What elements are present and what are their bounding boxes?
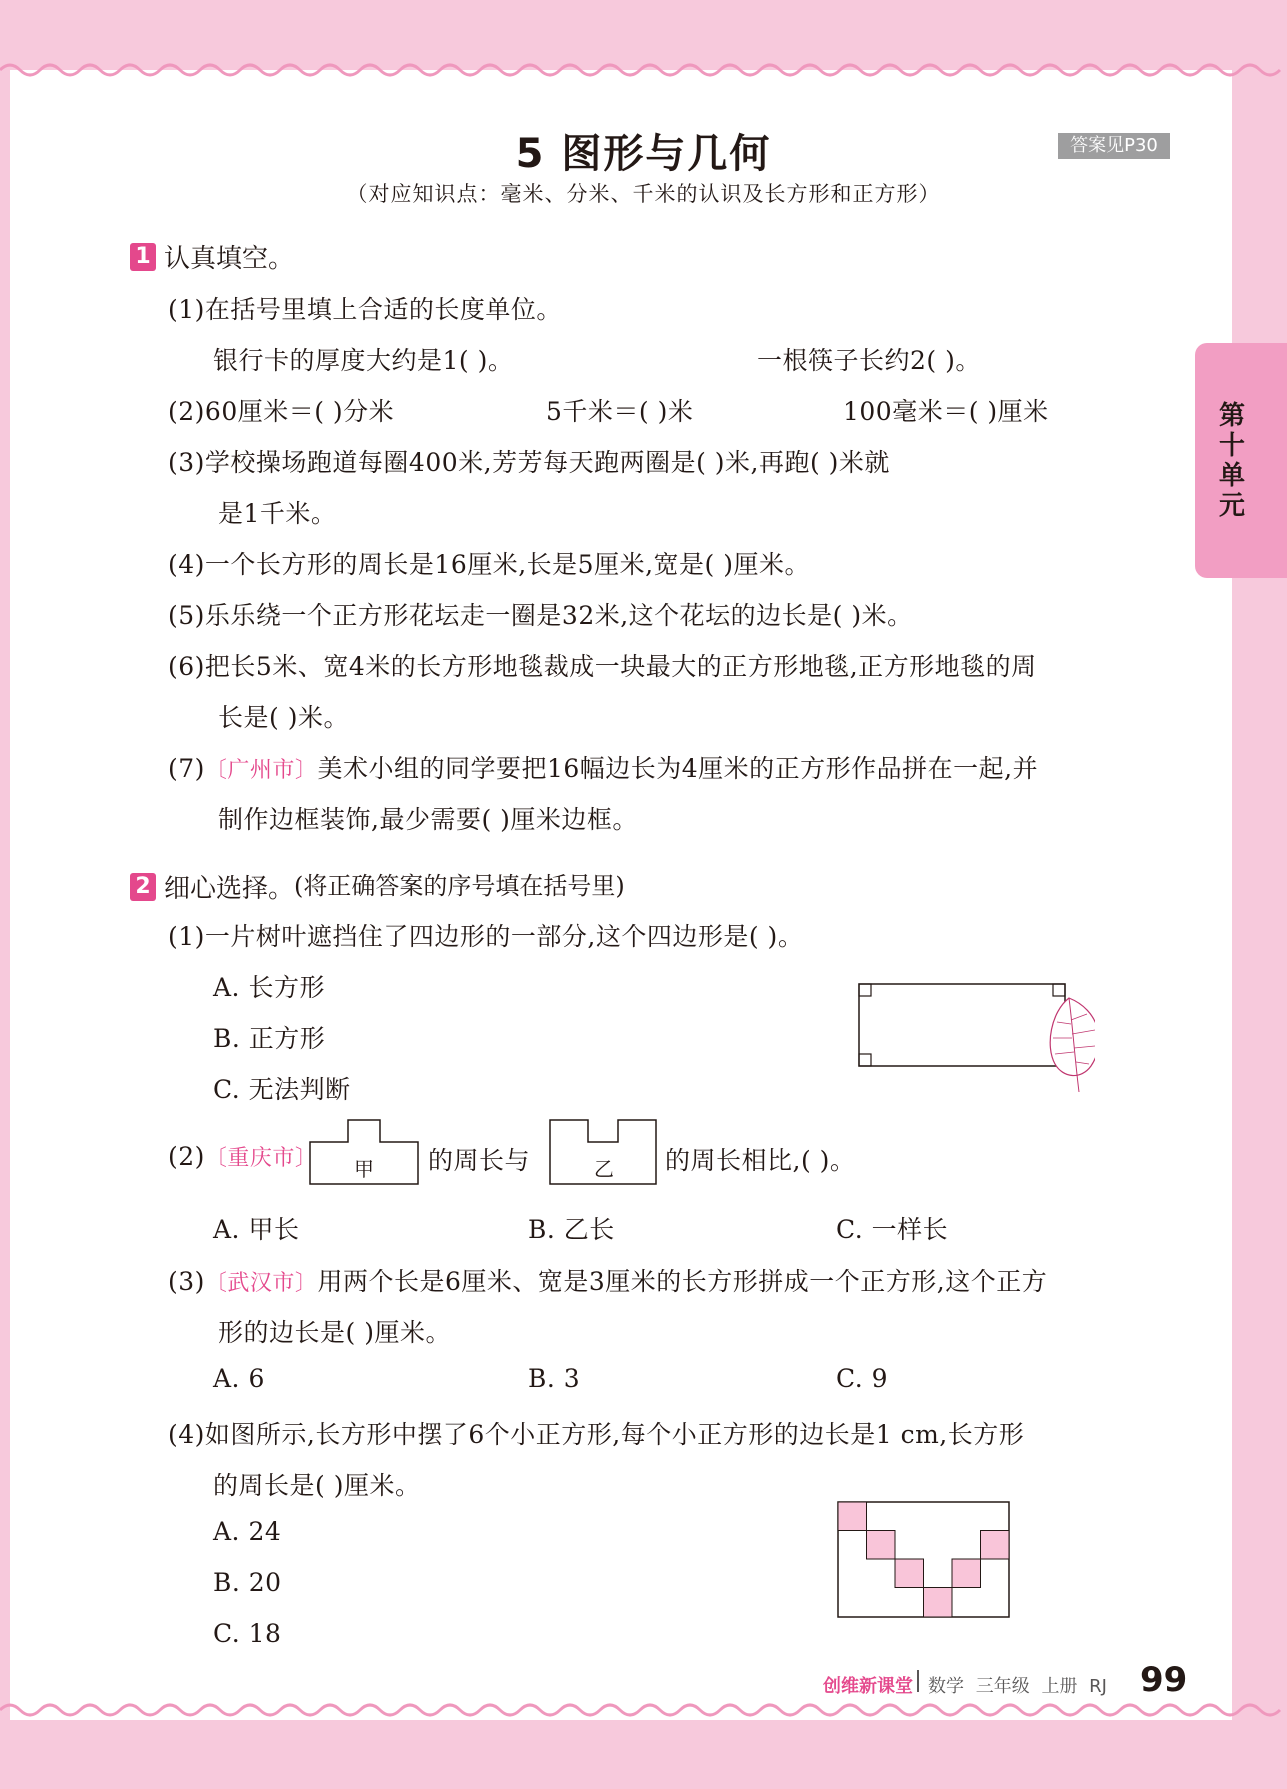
q1-1b: 一根筷子长约2( )。 <box>757 346 981 375</box>
region-tag-chongqing: 〔重庆市〕 <box>204 1146 318 1171</box>
leaf-rectangle-figure <box>855 980 1095 1100</box>
q2-3-option-b: B. 3 <box>528 1364 581 1393</box>
small-square-2 <box>867 1531 896 1560</box>
q2-3-line1 <box>168 1262 1047 1298</box>
q2-2-option-a: A. 甲长 <box>213 1215 300 1244</box>
q2-2-end: 的周长相比,( )。 <box>665 1146 856 1175</box>
q1-5: (5)乐乐绕一个正方形花坛走一圈是32米,这个花坛的边长是( )米。 <box>168 601 913 630</box>
leaf-icon <box>1050 998 1095 1092</box>
q1-2a: (2)60厘米＝( )分米 <box>168 397 395 426</box>
unit-tab-label: 第十单元 <box>1218 401 1245 521</box>
section-2-note: (将正确答案的序号填在括号里) <box>294 872 625 900</box>
q1-3-line1: (3)学校操场跑道每圈400米,芳芳每天跑两圈是( )米,再跑( )米就 <box>168 448 890 477</box>
page-title: 5 图形与几何 <box>515 131 772 177</box>
shape-jia-label: 甲 <box>354 1157 374 1181</box>
q1-3-line2: 是1千米。 <box>218 499 337 528</box>
region-tag-wuhan: 〔武汉市〕 <box>204 1271 318 1296</box>
q1-4: (4)一个长方形的周长是16厘米,长是5厘米,宽是( )厘米。 <box>168 550 810 579</box>
small-square-4 <box>924 1588 953 1618</box>
q2-4-option-c: C. 18 <box>213 1619 282 1648</box>
q2-3-option-a: A. 6 <box>213 1364 265 1393</box>
q1-7-text: 美术小组的同学要把16幅边长为4厘米的正方形作品拼在一起,并 <box>317 754 1039 783</box>
footer-book-info: 数学 三年级 上册 RJ <box>928 1676 1107 1697</box>
shape-yi-label: 乙 <box>594 1157 614 1181</box>
top-wavy-border <box>0 60 1287 80</box>
q2-2-prefix: (2) <box>168 1142 205 1171</box>
q2-1-option-b: B. 正方形 <box>213 1024 326 1053</box>
shape-yi-figure <box>548 1118 660 1188</box>
section-1-number: 1 <box>130 243 156 271</box>
section-1-title: 认真填空。 <box>164 244 295 274</box>
section-2-title: 细心选择。 <box>164 874 295 904</box>
q2-3-text: 用两个长是6厘米、宽是3厘米的长方形拼成一个正方形,这个正方 <box>317 1267 1048 1296</box>
q2-2-mid: 的周长与 <box>428 1146 531 1175</box>
q1-2b: 5千米＝( )米 <box>546 397 694 426</box>
page-number: 99 <box>1140 1660 1188 1700</box>
q2-1-stem: (1)一片树叶遮挡住了四边形的一部分,这个四边形是( )。 <box>168 922 804 951</box>
footer-brand: 创维新课堂 <box>823 1676 913 1697</box>
small-square-6 <box>981 1531 1010 1560</box>
q2-1-option-c: C. 无法判断 <box>213 1075 351 1104</box>
knowledge-points-subtitle: （对应知识点：毫米、分米、千米的认识及长方形和正方形） <box>346 182 941 206</box>
small-square-1 <box>838 1502 867 1531</box>
q1-7-line1 <box>168 749 1038 785</box>
small-square-5 <box>952 1559 981 1588</box>
bottom-wavy-border <box>0 1700 1287 1720</box>
section-1-heading <box>130 238 294 275</box>
q2-2-option-b: B. 乙长 <box>528 1215 615 1244</box>
q2-3-prefix: (3) <box>168 1267 205 1296</box>
q1-2c: 100毫米＝( )厘米 <box>843 397 1049 426</box>
unit-tab <box>1195 343 1287 578</box>
small-square-3 <box>895 1559 924 1588</box>
answer-reference-badge: 答案见P30 <box>1058 133 1170 159</box>
q2-1-option-a: A. 长方形 <box>213 973 325 1002</box>
region-tag-guangzhou: 〔广州市〕 <box>204 758 318 783</box>
q2-3-option-c: C. 9 <box>836 1364 889 1393</box>
q1-6-line2: 长是( )米。 <box>218 703 349 732</box>
q1-1a: 银行卡的厚度大约是1( )。 <box>213 346 514 375</box>
q2-4-option-b: B. 20 <box>213 1568 282 1597</box>
q1-7-prefix: (7) <box>168 754 205 783</box>
q2-3-line2: 形的边长是( )厘米。 <box>218 1318 451 1347</box>
q1-1-stem: (1)在括号里填上合适的长度单位。 <box>168 295 562 324</box>
rectangle-with-squares-figure <box>836 1500 1012 1622</box>
q1-7-line2: 制作边框装饰,最少需要( )厘米边框。 <box>218 805 638 834</box>
q2-2-line <box>168 1141 317 1172</box>
section-2-heading <box>130 866 625 905</box>
q2-4-option-a: A. 24 <box>213 1517 282 1546</box>
q2-2-option-c: C. 一样长 <box>836 1215 949 1244</box>
footer-divider <box>917 1670 919 1692</box>
q2-4-line1: (4)如图所示,长方形中摆了6个小正方形,每个小正方形的边长是1 cm,长方形 <box>168 1420 1025 1449</box>
shape-jia-figure <box>308 1118 422 1188</box>
section-2-number: 2 <box>130 873 156 901</box>
q1-6-line1: (6)把长5米、宽4米的长方形地毯裁成一块最大的正方形地毯,正方形地毯的周 <box>168 652 1037 681</box>
q2-4-line2: 的周长是( )厘米。 <box>213 1471 421 1500</box>
